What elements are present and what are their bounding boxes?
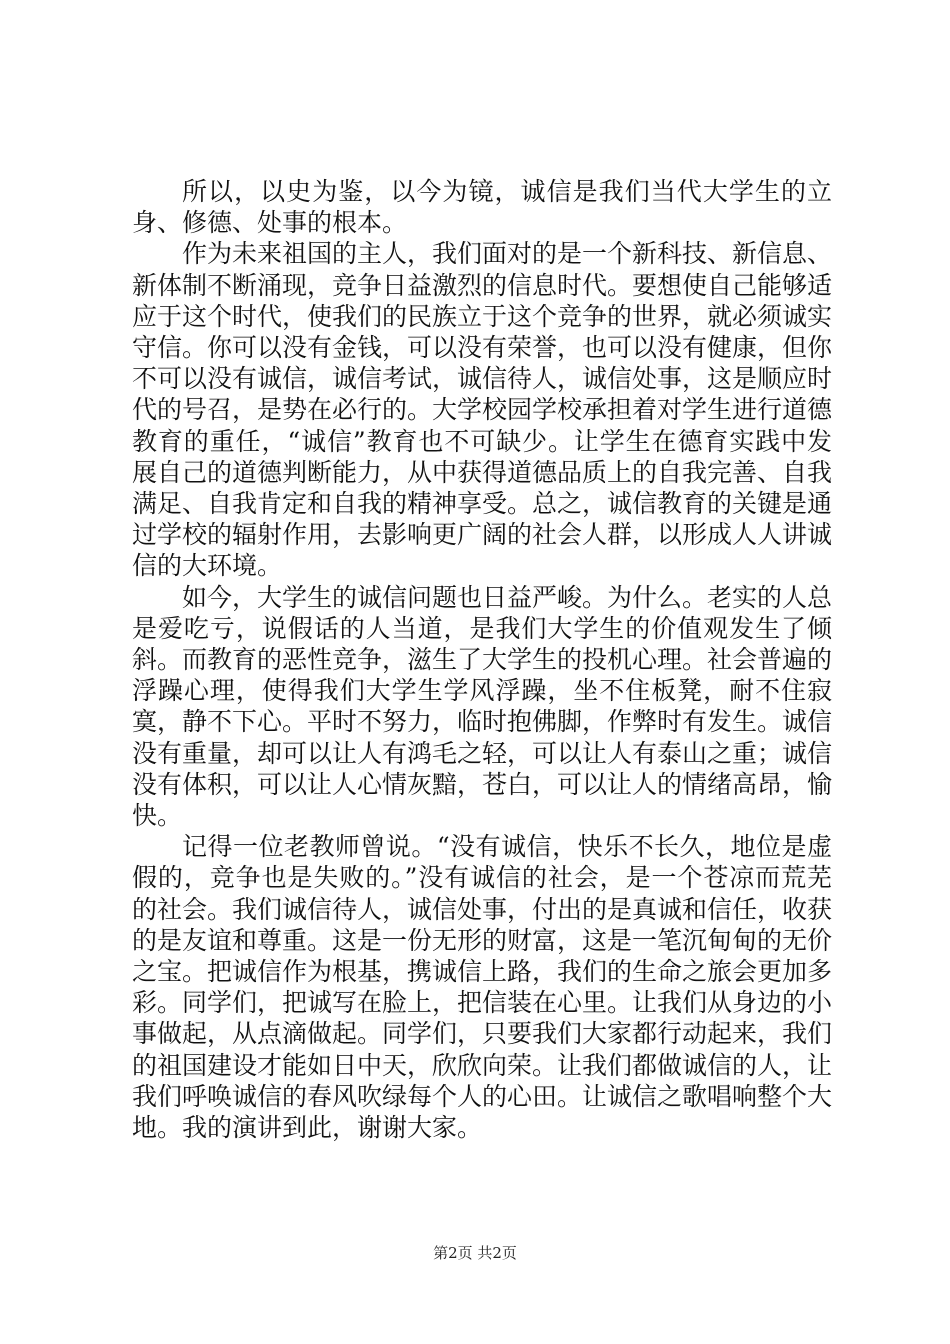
paragraph-2: 作为未来祖国的主人，我们面对的是一个新科技、新信息、新体制不断涌现，竞争日益激烈的信息时代。要想使自己能够适应于这个时代，使我们的民族立于这个竞争的世界，就必须诚实守信。你可以没有金钱，可以没有荣誉，也可以没有健康，但你不可以没有诚信，诚信考试，诚信待人，诚信处事，这是顺应时代的号召，是势在必行的。大学校园学校承担着对学生进行道德教育的重任，“诚信”教育也不可缺少。让学生在德育实践中发展自己的道德判断能力，从中获得道德品质上的自我完善、自我满足、自我肯定和自我的精神享受。总之，诚信教育的关键是通过学校的辐射作用，去影响更广阔的社会人群，以形成人人讲诚信的大环境。	[132, 239, 833, 581]
page-number-footer: 第2页 共2页	[433, 1244, 517, 1262]
paragraph-1: 所以，以史为鉴，以今为镜，诚信是我们当代大学生的立身、修德、处事的根本。	[132, 177, 832, 238]
paragraph-3: 如今，大学生的诚信问题也日益严峻。为什么。老实的人总是爱吃亏，说假话的人当道，是我们大学生的价值观发生了倾斜。而教育的恶性竞争，滋生了大学生的投机心理。社会普遍的浮躁心理，使得我们大学生学风浮躁，坐不住板凳，耐不住寂寞，静不下心。平时不努力，临时抱佛脚，作弊时有发生。诚信没有重量，却可以让人有鸿毛之轻，可以让人有泰山之重；诚信没有体积，可以让人心情灰黯，苍白，可以让人的情绪高昂，愉快。	[132, 582, 833, 831]
paragraph-4: 记得一位老教师曾说。“没有诚信，快乐不长久，地位是虚假的，竞争也是失败的。”没有诚信的社会，是一个苍凉而荒芜的社会。我们诚信待人，诚信处事，付出的是真诚和信任，收获的是友谊和尊重。这是一份无形的财富，这是一笔沉甸甸的无价之宝。把诚信作为根基，携诚信上路，我们的生命之旅会更加多彩。同学们，把诚写在脸上，把信装在心里。让我们从身边的小事做起，从点滴做起。同学们，只要我们大家都行动起来，我们的祖国建设才能如日中天，欣欣向荣。让我们都做诚信的人，让我们呼唤诚信的春风吹绿每个人的心田。让诚信之歌唱响整个大地。我的演讲到此，谢谢大家。	[132, 832, 833, 1143]
speech-body	[132, 176, 832, 1143]
